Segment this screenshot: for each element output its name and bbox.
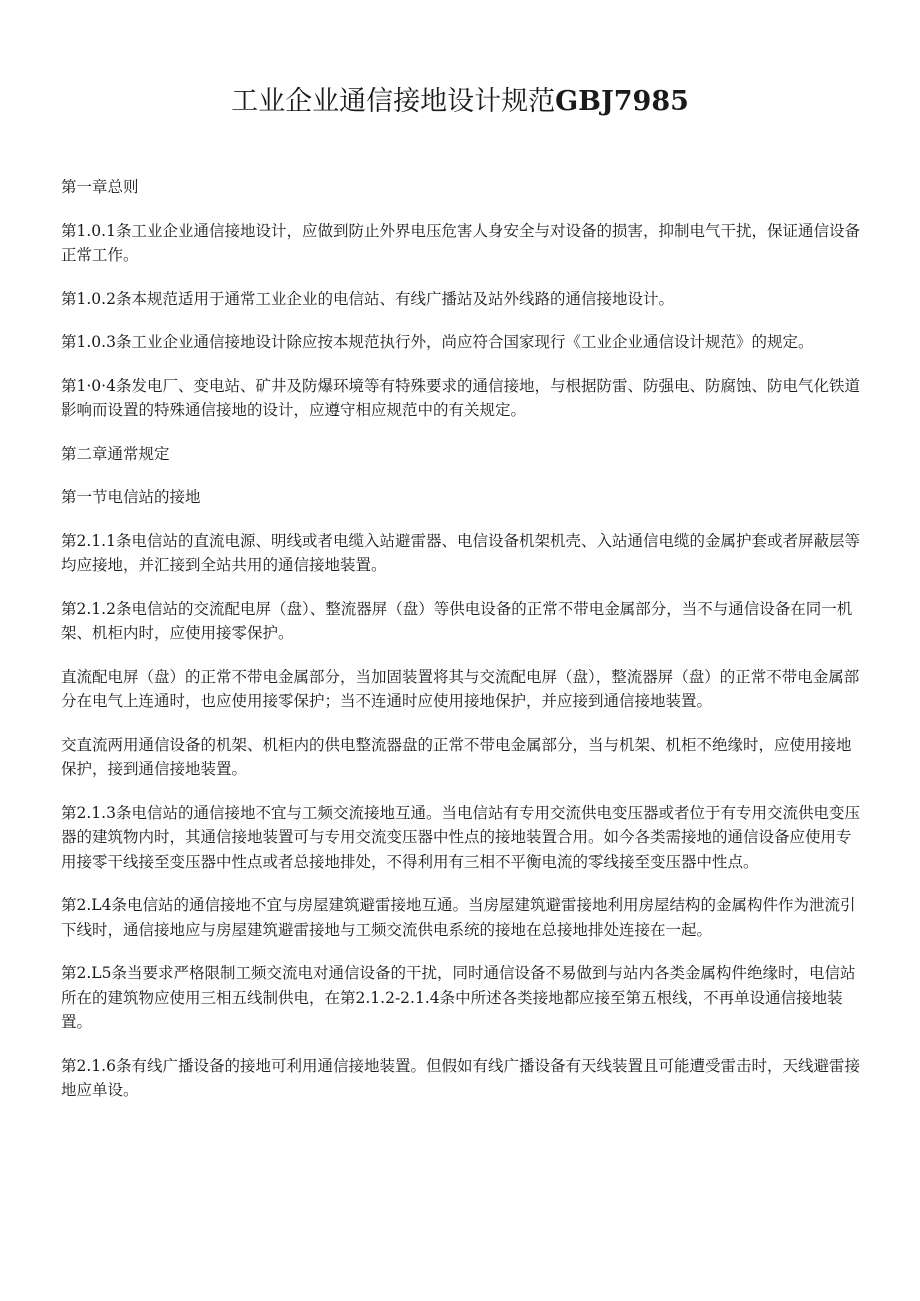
section-heading: 第二章通常规定 [61, 444, 170, 463]
paragraph: 第2.1.1条电信站的直流电源、明线或者电缆入站避雷器、电信设备机架机壳、入站通信电缆的金属护套或者屏蔽层等均应接地，并汇接到全站共用的通信接地装置。 [61, 531, 860, 574]
paragraph: 第2.1.6条有线广播设备的接地可利用通信接地装置。但假如有线广播设备有天线装置且可能遭受雷击时，天线避雷接地应单设。 [61, 1056, 860, 1099]
paragraph: 直流配电屏（盘）的正常不带电金属部分，当加固装置将其与交流配电屏（盘），整流器屏（盘）的正常不带电金属部分在电气上连通时，也应使用接零保护；当不连通时应使用接地保护，并应接到通信接地装置。 [61, 667, 860, 710]
title-code: GBJ7985 [555, 86, 689, 117]
paragraph: 第1.0.1条工业企业通信接地设计，应做到防止外界电压危害人身安全与对设备的损害，抑制电气干扰，保证通信设备正常工作。 [61, 221, 860, 264]
paragraph: 第2.1.3条电信站的通信接地不宜与工频交流接地互通。当电信站有专用交流供电变压器或者位于有专用交流供电变压器的建筑物内时，其通信接地装置可与专用交流变压器中性点的接地装置合用。如今各类需接地的通信设备应使用专用接零干线接至变压器中性点或者总接地排处，不得利用有三相不平衡电流的零线接至变压器中性点。 [61, 803, 860, 871]
document-title [0, 84, 920, 120]
paragraph: 第2.L4条电信站的通信接地不宜与房屋建筑避雷接地互通。当房屋建筑避雷接地利用房屋结构的金属构件作为泄流引下线时，通信接地应与房屋建筑避雷接地与工频交流供电系统的接地在总接地排处连接在一起。 [61, 896, 856, 939]
document-body [61, 175, 861, 1122]
paragraph: 第1.0.3条工业企业通信接地设计除应按本规范执行外，尚应符合国家现行《工业企业通信设计规范》的规定。 [61, 333, 814, 351]
paragraph: 第2.1.2条电信站的交流配电屏（盘）、整流器屏（盘）等供电设备的正常不带电金属部分，当不与通信设备在同一机架、机柜内时，应使用接零保护。 [61, 599, 853, 642]
section-heading: 第一章总则 [61, 178, 139, 196]
paragraph: 交直流两用通信设备的机架、机柜内的供电整流器盘的正常不带电金属部分，当与机架、机柜不绝缘时，应使用接地保护，接到通信接地装置。 [61, 735, 852, 778]
paragraph: 第2.L5条当要求严格限制工频交流电对通信设备的干扰，同时通信设备不易做到与站内各类金属构件绝缘时，电信站所在的建筑物应使用三相五线制供电，在第2.1.2-2.1.4条中所述各类接地都应接至第五根线，不再单设通信接地装置。 [61, 964, 856, 1031]
paragraph: 第1·0·4条发电厂、变电站、矿井及防爆环境等有特殊要求的通信接地，与根据防雷、防强电、防腐蚀、防电气化铁道影响而设置的特殊通信接地的设计，应遵守相应规范中的有关规定。 [61, 376, 860, 419]
title-text: 工业企业通信接地设计规范 [231, 86, 556, 117]
paragraph: 第1.0.2条本规范适用于通常工业企业的电信站、有线广播站及站外线路的通信接地设计。 [61, 289, 674, 308]
section-heading: 第一节电信站的接地 [61, 488, 201, 506]
